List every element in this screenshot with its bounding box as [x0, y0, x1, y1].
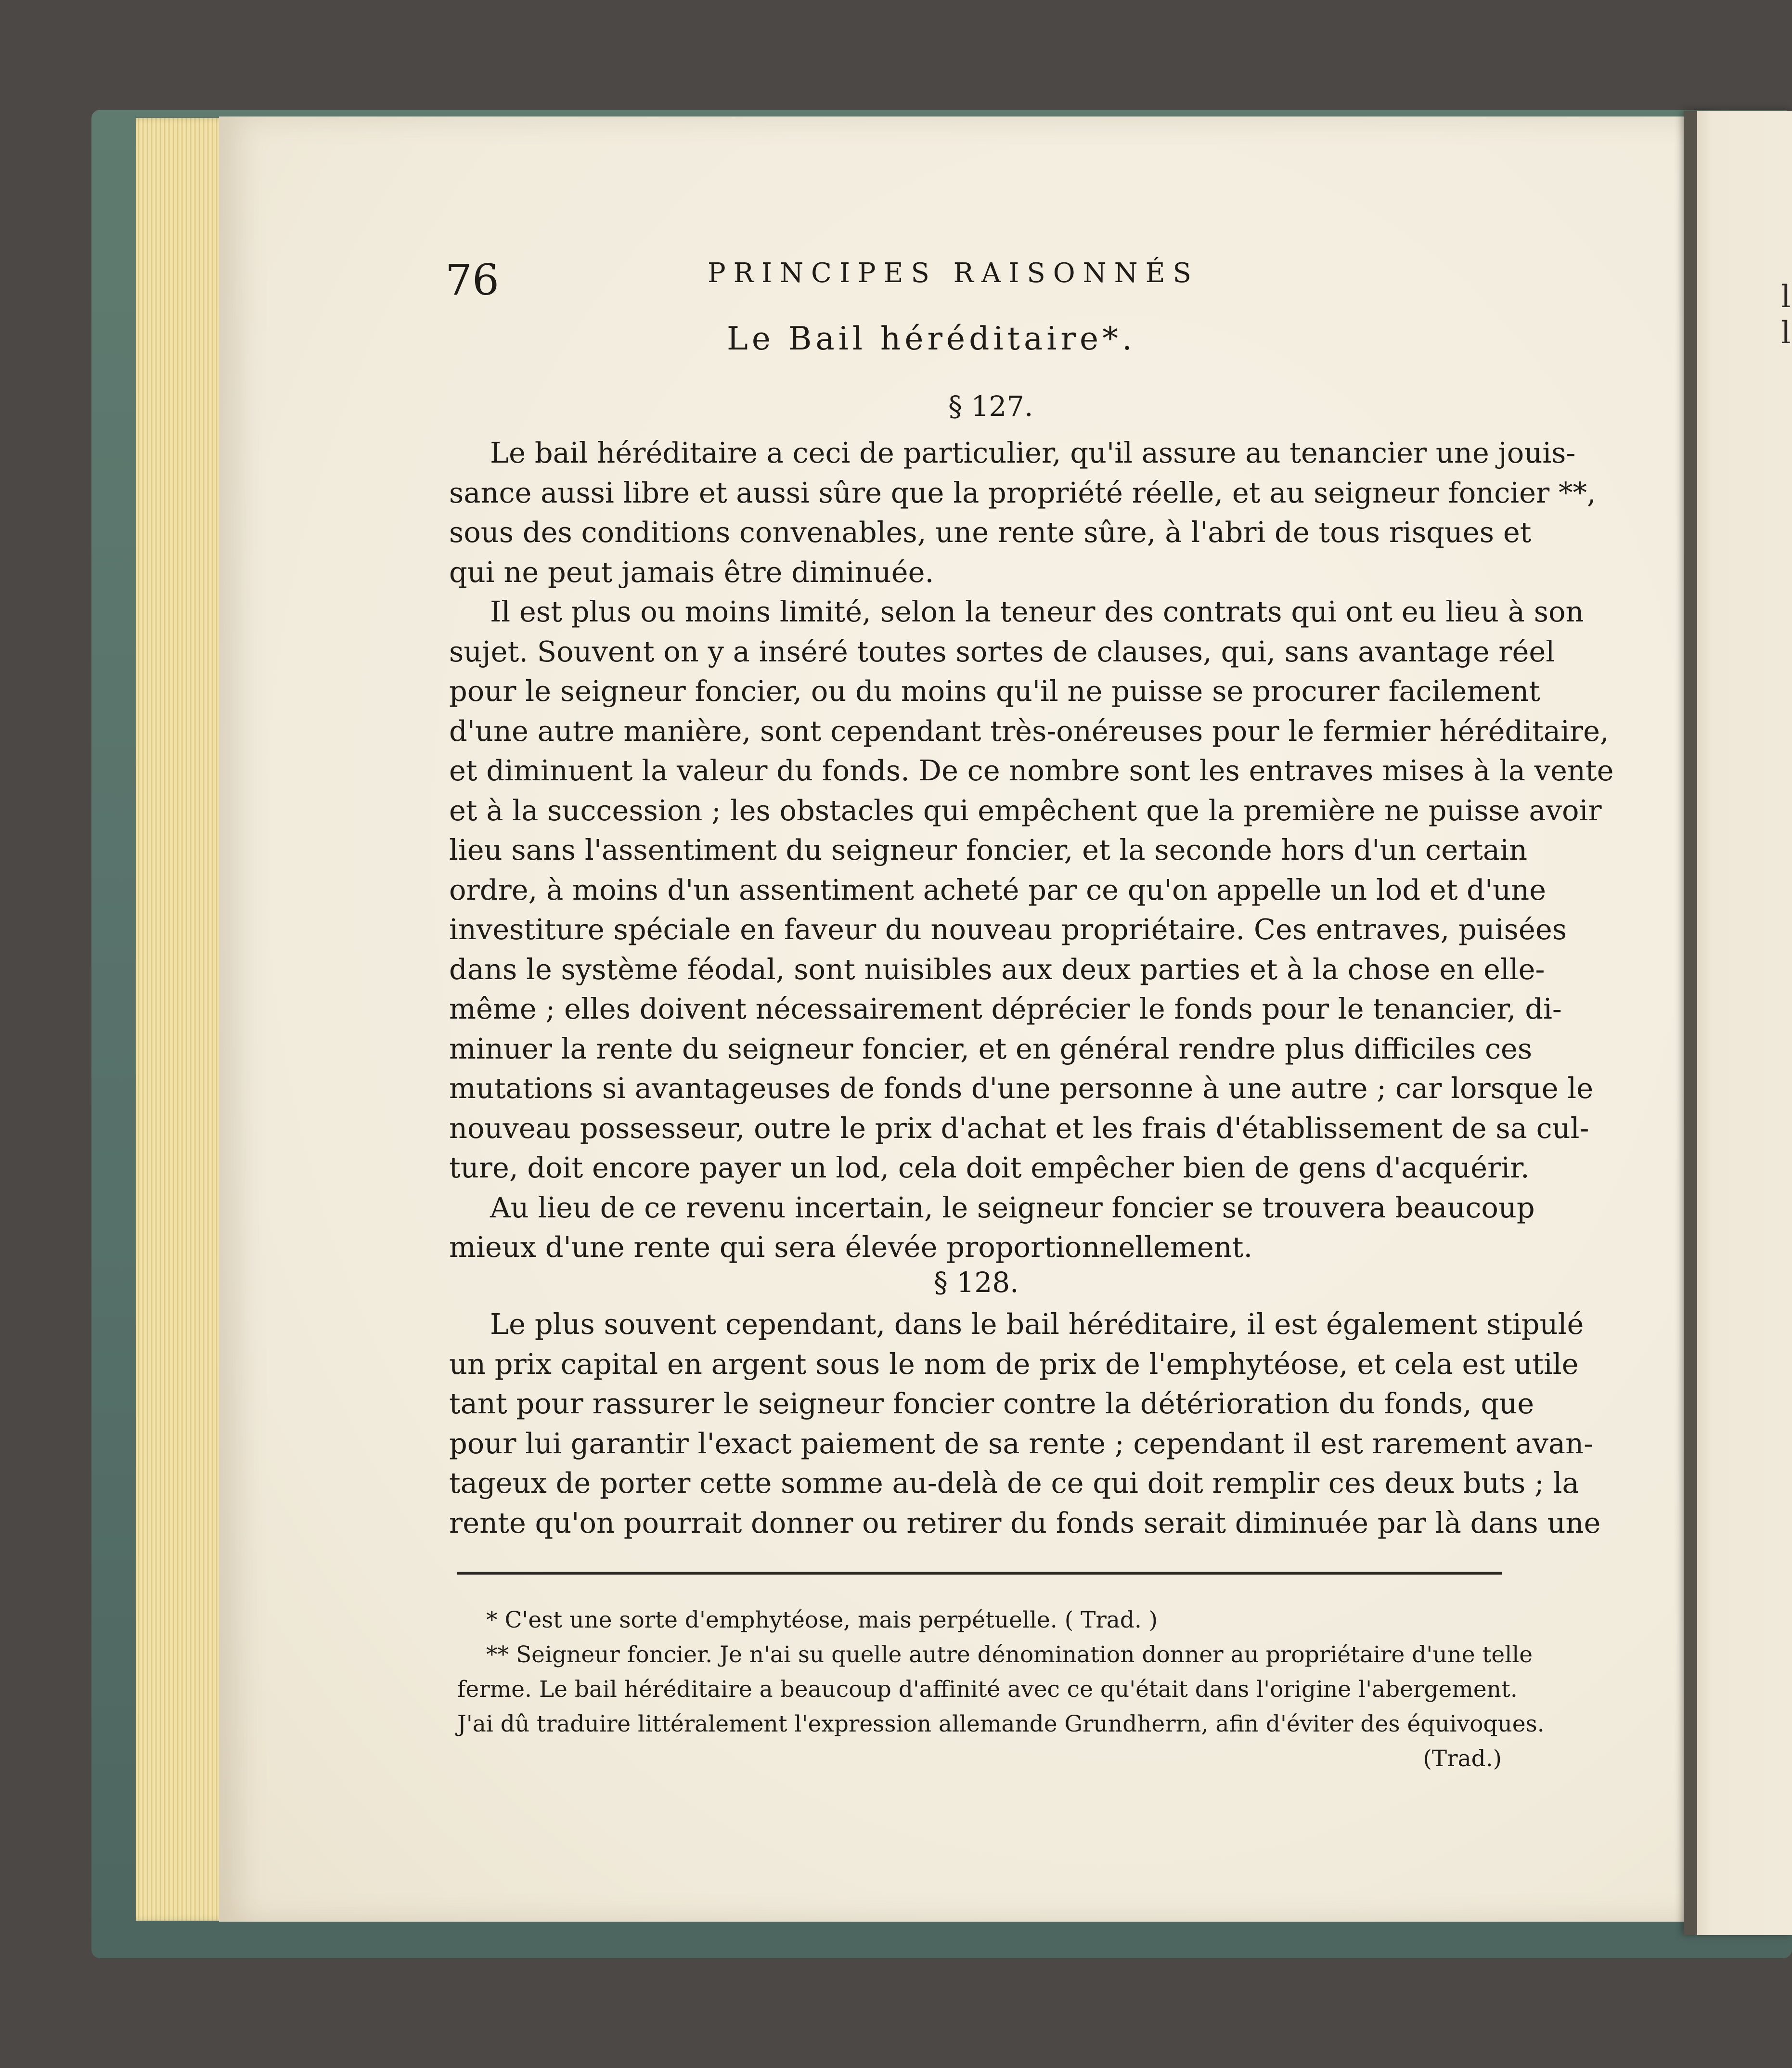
page-edges [136, 118, 232, 1921]
text-line: lieu sans l'assentiment du seigneur foncier, et la seconde hors d'un certain [449, 833, 1527, 866]
section-number: § 128. [934, 1266, 1019, 1299]
facing-page-fragment: l [1781, 315, 1791, 351]
section-number: § 127. [948, 390, 1033, 423]
footnotes [457, 1603, 1545, 1776]
text-line: tageux de porter cette somme au-delà de ce qui doit remplir ces deux buts ; la [449, 1466, 1579, 1499]
text-line: d'une autre manière, sont cependant très-onéreuses pour le fermier héréditaire, [449, 714, 1609, 748]
text-line: et à la succession ; les obstacles qui empêchent que la première ne puisse avoir [449, 793, 1602, 827]
footnote-line: ** Seigneur foncier. Je n'ai su quelle autre dénomination donner au propriétaire d'une telle [486, 1641, 1533, 1668]
body-text [449, 433, 1614, 1267]
text-line: tant pour rassurer le seigneur foncier contre la détérioration du fonds, que [449, 1387, 1534, 1420]
text-line: Le bail héréditaire a ceci de particulier, qu'il assure au tenancier une jouis- [490, 436, 1576, 469]
text-line: ordre, à moins d'un assentiment acheté par ce qu'on appelle un lod et d'une [449, 873, 1547, 906]
text-line: ture, doit encore payer un lod, cela doit empêcher bien de gens d'acquérir. [449, 1151, 1530, 1184]
text-line: minuer la rente du seigneur foncier, et en général rendre plus difficiles ces [449, 1032, 1533, 1065]
text-line: sous des conditions convenables, une rente sûre, à l'abri de tous risques et [449, 516, 1532, 549]
text-line: sujet. Souvent on y a inséré toutes sortes de clauses, qui, sans avantage réel [449, 634, 1555, 668]
text-line: un prix capital en argent sous le nom de prix de l'emphytéose, et cela est utile [449, 1347, 1579, 1381]
text-line: pour le seigneur foncier, ou du moins qu'il ne puisse se procurer facilement [449, 674, 1540, 708]
footnote-line: (Trad.) [1423, 1745, 1502, 1772]
text-line: qui ne peut jamais être diminuée. [449, 555, 934, 589]
text-line: dans le système féodal, sont nuisibles aux deux parties et à la chose en elle- [449, 952, 1545, 986]
text-line: investiture spéciale en faveur du nouveau propriétaire. Ces entraves, puisées [449, 913, 1567, 946]
section-title: Le Bail héréditaire*. [727, 320, 1136, 357]
text-line: Il est plus ou moins limité, selon la teneur des contrats qui ont eu lieu à son [490, 595, 1584, 628]
text-line: pour lui garantir l'exact paiement de sa rente ; cependant il est rarement avan- [449, 1426, 1594, 1460]
footnote-line: ferme. Le bail héréditaire a beaucoup d'affinité avec ce qu'était dans l'origine l'abergement. [457, 1676, 1518, 1703]
facing-page-fragment: l [1781, 279, 1791, 315]
text-line: et diminuent la valeur du fonds. De ce nombre sont les entraves mises à la vente [449, 754, 1614, 787]
text-line: mieux d'une rente qui sera élevée proportionnellement. [449, 1230, 1253, 1264]
running-head: PRINCIPES RAISONNÉS [708, 258, 1199, 289]
text-line: même ; elles doivent nécessairement déprécier le fonds pour le tenancier, di- [449, 992, 1562, 1025]
footnote-line: * C'est une sorte d'emphytéose, mais perpétuelle. ( Trad. ) [486, 1607, 1158, 1633]
body-text [449, 1305, 1601, 1543]
book-gutter [1684, 111, 1697, 1935]
text-line: nouveau possesseur, outre le prix d'achat et les frais d'établissement de sa cul- [449, 1111, 1589, 1145]
footnote-rule [457, 1572, 1502, 1575]
footnote-line: J'ai dû traduire littéralement l'expression allemande Grundherrn, afin d'éviter des équivoques. [457, 1711, 1545, 1737]
page-number: 76 [445, 255, 499, 305]
text-line: rente qu'on pourrait donner ou retirer du fonds serait diminuée par là dans une [449, 1506, 1601, 1539]
text-line: mutations si avantageuses de fonds d'une personne à une autre ; car lorsque le [449, 1072, 1594, 1105]
text-line: sance aussi libre et aussi sûre que la propriété réelle, et au seigneur foncier **, [449, 476, 1596, 509]
facing-page [1685, 111, 1792, 1935]
text-line: Au lieu de ce revenu incertain, le seigneur foncier se trouvera beaucoup [490, 1190, 1535, 1224]
text-line: Le plus souvent cependant, dans le bail héréditaire, il est également stipulé [490, 1307, 1584, 1341]
